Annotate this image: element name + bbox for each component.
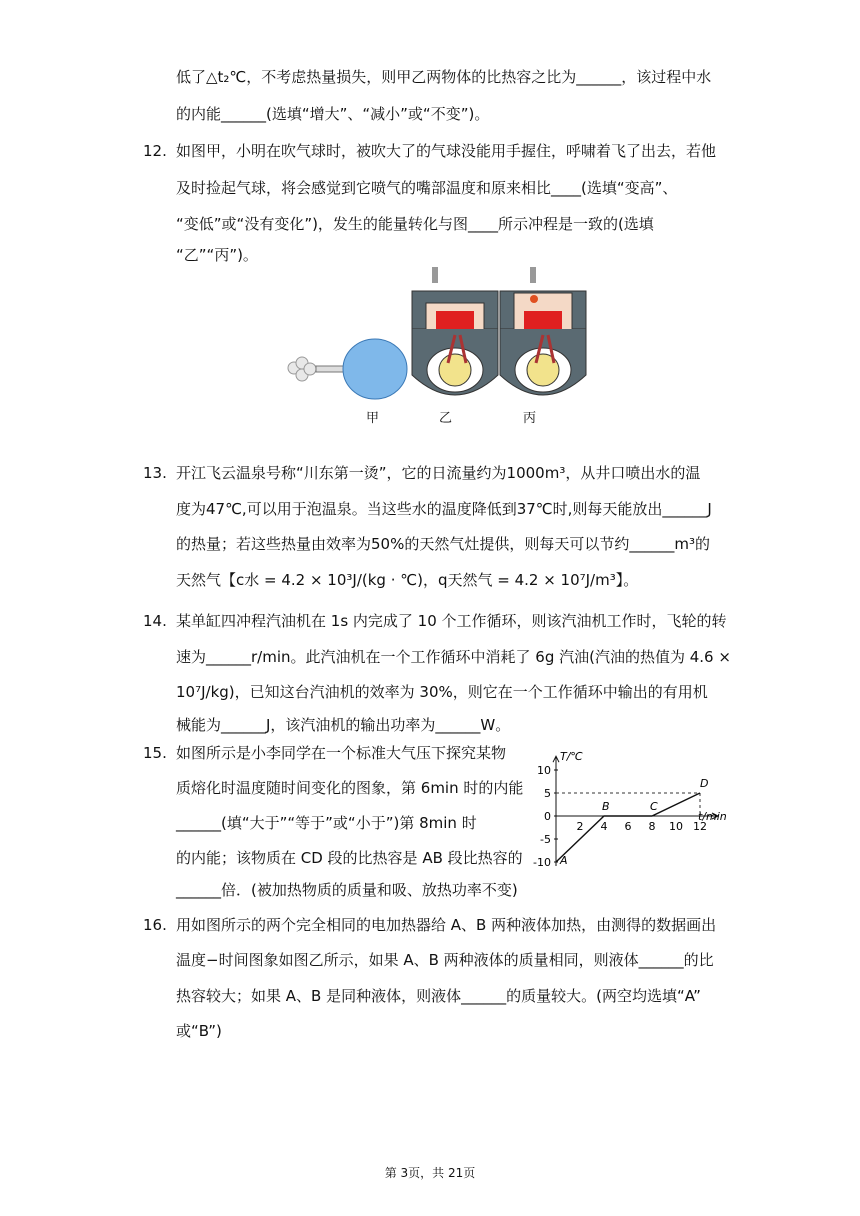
q16-line-3: 热容较大；如果 A、B 是同种液体，则液体______的质量较大。(两空均选填“A” xyxy=(176,987,701,1005)
q16-line-1: 用如图所示的两个完全相同的电加热器给 A、B 两种液体加热，由测得的数据画出 xyxy=(176,916,717,934)
q14-line-1: 某单缸四冲程汽油机在 1s 内完成了 10 个工作循环，则该汽油机工作时，飞轮的转 xyxy=(176,612,727,630)
figure-label-yi: 乙 xyxy=(439,411,453,426)
q15-line-5: ______倍．(被加热物质的质量和吸、放热功率不变) xyxy=(176,881,518,899)
q11-line-1: 低了△t₂℃，不考虑热量损失，则甲乙两物体的比热容之比为______，该过程中水 xyxy=(176,68,712,86)
q14-line-4: 械能为______J，该汽油机的输出功率为______W。 xyxy=(176,716,511,734)
y-tick-label: 10 xyxy=(537,764,551,777)
x-tick-label: 2 xyxy=(576,820,584,833)
q14-number: 14. xyxy=(143,612,167,630)
balloon-icon xyxy=(343,339,407,399)
page-footer: 第 3页，共 21页 xyxy=(384,1166,476,1180)
engine-yi-icon xyxy=(412,267,498,395)
x-tick-label: 8 xyxy=(648,820,656,833)
q14-line-3: 10⁷J/kg)，已知这台汽油机的效率为 30%，则它在一个工作循环中输出的有用机 xyxy=(176,683,708,701)
q15-line-3: ______(填“大于”“等于”或“小于”)第 8min 时 xyxy=(176,814,477,832)
y-tick-label: -5 xyxy=(540,833,551,846)
q13-line-3: 的热量；若这些热量由效率为50%的天然气灶提供，则每天可以节约______m³的 xyxy=(176,535,710,553)
q15-number: 15. xyxy=(143,744,167,762)
y-tick-label: -10 xyxy=(533,856,551,869)
point-label-D: D xyxy=(700,777,709,790)
x-axis-label: t/min xyxy=(698,810,727,823)
q12-line-1: 如图甲，小明在吹气球时，被吹大了的气球没能用手握住，呼啸着飞了出去，若他 xyxy=(176,142,717,160)
engine-bing-icon xyxy=(500,267,586,395)
figure-label-bing: 丙 xyxy=(523,411,537,426)
x-tick-label: 6 xyxy=(624,820,632,833)
figure-label-jia: 甲 xyxy=(366,411,380,426)
balloon-nozzle-icon xyxy=(316,366,344,372)
x-tick-label: 12 xyxy=(693,820,707,833)
q15-line-1: 如图所示是小李同学在一个标准大气压下探究某物 xyxy=(176,744,507,762)
q12-line-4: “乙”“丙”)。 xyxy=(176,246,258,264)
point-label-C: C xyxy=(650,800,658,813)
point-label-B: B xyxy=(602,800,610,813)
point-label-A: A xyxy=(560,854,568,867)
q12-number: 12. xyxy=(143,142,167,160)
q12-figure xyxy=(280,265,590,425)
x-tick-label: 4 xyxy=(600,820,608,833)
q16-line-2: 温度−时间图象如图乙所示，如果 A、B 两种液体的质量相同，则液体______的比 xyxy=(176,951,714,969)
y-axis-label: T/℃ xyxy=(560,750,583,764)
q16-line-4: 或“B”) xyxy=(176,1022,222,1040)
q12-line-2: 及时捡起气球，将会感觉到它喷气的嘴部温度和原来相比____(选填“变高”、 xyxy=(176,179,678,197)
y-tick-label: 0 xyxy=(544,810,551,823)
temperature-time-chart xyxy=(528,736,727,876)
air-puff-icon xyxy=(288,357,316,381)
q13-line-4: 天然气【c水 = 4.2 × 10³J/(kg · ℃)，q天然气 = 4.2 × 10⁷J/m³】。 xyxy=(176,571,639,589)
q11-line-2: 的内能______(选填“增大”、“减小”或“不变”)。 xyxy=(176,105,490,123)
q14-line-2: 速为______r/min。此汽油机在一个工作循环中消耗了 6g 汽油(汽油的热值为 4.6 × xyxy=(176,648,731,666)
q13-line-1: 开江飞云温泉号称“川东第一烫”，它的日流量约为1000m³，从井口喷出水的温 xyxy=(176,464,701,482)
q15-line-4: 的内能；该物质在 CD 段的比热容是 AB 段比热容的 xyxy=(176,849,523,867)
q13-number: 13. xyxy=(143,464,167,482)
y-tick-label: 5 xyxy=(544,787,551,800)
q16-number: 16. xyxy=(143,916,167,934)
q15-line-2: 质熔化时温度随时间变化的图象，第 6min 时的内能 xyxy=(176,779,524,797)
q13-line-2: 度为47℃,可以用于泡温泉。当这些水的温度降低到37℃时,则每天能放出______J xyxy=(176,500,712,518)
x-tick-label: 10 xyxy=(669,820,683,833)
q12-line-3: “变低”或“没有变化”)，发生的能量转化与图____所示冲程是一致的(选填 xyxy=(176,215,654,233)
